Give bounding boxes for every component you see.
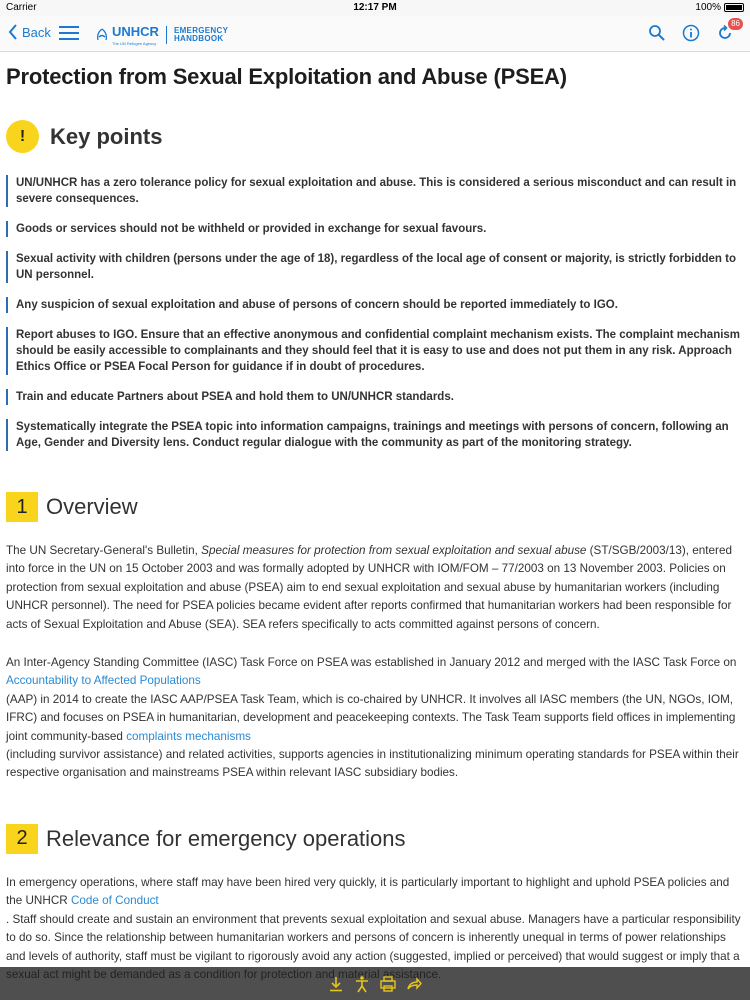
section-number: 1	[6, 492, 38, 522]
section-relevance-header	[6, 824, 744, 854]
print-icon[interactable]	[379, 975, 397, 993]
logo-divider	[166, 26, 167, 44]
text-span: . Staff should create and sustain an environment that prevents sexual exploitation and sexual abuse. Managers have a particular responsibility to do so. Since the relationship between humanitarian workers and persons of concern is inherently unequal in terms of power relationships and levels of authority, staff must be vigilant to rigorously avoid any action (suggested, implied or perceived) that would suggest or imply that a	[6, 912, 741, 963]
battery-status	[695, 2, 744, 13]
section-title: Relevance for emergency operations	[46, 825, 406, 851]
bottom-toolbar	[0, 967, 750, 1000]
text-span: An Inter-Agency Standing Committee (IASC) Task Force on PSEA was established in January 2012 and merged with the IASC Task Force on	[6, 656, 737, 670]
code-of-conduct-link[interactable]: Code of Conduct	[70, 894, 159, 908]
battery-icon	[724, 3, 744, 12]
key-point-item: Any suspicion of sexual exploitation and abuse of persons of concern should be reported immediately to IGO.	[6, 297, 744, 313]
hamburger-menu-icon[interactable]	[59, 25, 79, 41]
key-point-item: Goods or services should not be withheld or provided in exchange for sexual favours.	[6, 221, 744, 237]
download-icon[interactable]	[327, 975, 345, 993]
key-point-item: Train and educate Partners about PSEA and hold them to UN/UNHCR standards.	[6, 389, 744, 405]
logo-handbook: HANDBOOK	[173, 33, 224, 43]
text-span: The UN Secretary-General's Bulletin,	[6, 544, 202, 557]
carrier-label: Carrier	[6, 2, 37, 13]
bulletin-title: Special measures for protection from sexual exploitation and sexual abuse	[201, 544, 587, 557]
nav-actions	[648, 19, 740, 42]
updates-button[interactable]	[716, 19, 740, 42]
logo-text	[112, 23, 159, 46]
search-icon[interactable]	[648, 24, 666, 42]
key-point-item: Sexual activity with children (persons under the age of 18), regardless of the local age of consent or majority, is strictly forbidden to UN personnel.	[6, 251, 744, 283]
key-points-list	[6, 175, 744, 451]
key-point-item: UN/UNHCR has a zero tolerance policy for sexual exploitation and abuse. This is considered a serious misconduct and can result in severe consequences.	[6, 175, 744, 207]
handbook-text	[174, 27, 228, 43]
logo-main-text: UNHCR	[112, 24, 159, 39]
complaints-mechanisms-link[interactable]: complaints mechanisms	[126, 729, 251, 743]
unhcr-logo[interactable]	[96, 23, 228, 46]
exclamation-icon: !	[6, 120, 39, 153]
back-label: Back	[22, 24, 51, 40]
clock: 12:17 PM	[353, 2, 397, 13]
navigation-bar	[0, 16, 750, 52]
text-span: (including survivor assistance) and related activities, supports agencies in institutionalizing minimum operating standards for PSEA within their respective organisation and mainstreams PSEA within relevant IASC subsidiary bodies.	[6, 748, 739, 780]
section-title: Overview	[46, 494, 138, 519]
battery-percent: 100%	[695, 2, 721, 13]
text-span: In emergency operations, where staff may have been hired very quickly, it is particularly important to highlight and uphold PSEA policies and the UNHCR	[6, 875, 730, 908]
aap-link[interactable]: Accountability to Affected Populations	[6, 674, 201, 688]
info-icon[interactable]	[682, 24, 700, 42]
unhcr-emblem-icon	[96, 28, 108, 42]
section-number: 2	[6, 824, 38, 854]
key-points-header	[6, 120, 744, 153]
key-point-item: Report abuses to IGO. Ensure that an effective anonymous and confidential complaint mechanism exists. The complaint mechanism should be easily accessible to complainants and they should feel that it is easy to use and does not put them in any risk. Approach Ethics Office or PSEA Focal Person for guidance if in doubt of procedures.	[6, 327, 744, 375]
text-span: (AAP) in 2014 to create the IASC AAP/PSEA Task Team, which is co-chaired by UNHCR. It involves all IASC members (the UN, NGOs, IOM, IFRC) and focuses on PSEA in humanitarian, development and peacekeeping contexts. The Task Team supports field offices in implementing joint community-based	[6, 692, 736, 743]
key-point-item: Systematically integrate the PSEA topic into information campaigns, trainings and meetings with persons of concern, following an Age, Gender and Diversity lens. Conduct regular dialogue with the community as part of the monitoring strategy.	[6, 419, 744, 451]
article-content[interactable]	[0, 52, 750, 1000]
share-icon[interactable]	[405, 975, 423, 993]
chevron-left-icon	[8, 24, 18, 40]
section-overview-header	[6, 492, 744, 522]
status-bar	[0, 0, 750, 16]
notification-badge: 86	[728, 18, 743, 30]
overview-paragraph-2	[6, 654, 744, 783]
logo-emergency: EMERGENCY	[173, 25, 229, 35]
back-button[interactable]	[8, 24, 51, 40]
key-points-title: Key points	[50, 123, 163, 149]
page-title: Protection from Sexual Exploitation and Abuse (PSEA)	[6, 64, 567, 89]
accessibility-icon[interactable]	[353, 975, 371, 993]
logo-sub-text: The UN Refugee Agency	[112, 41, 157, 46]
text-span: (ST/SGB/2003/13), entered into force in the UN on 15 October 2003 and was formally adopted by UNHCR with IOM/FOM – 77/2003 on 13 November 2003. Policies on protection from sexual exploitation and abuse (PSEA) aim to end sexual exploitation and sexual abuse by humanitarian workers (including UNHCR personnel). The need for PSEA policies became evident after reports confirmed that humanitarian workers had been responsible for acts of Sexual Exploitation and Abuse (SEA). SEA refers specifically to acts committed against persons of concern.	[6, 544, 732, 631]
overview-paragraph-1	[6, 542, 744, 634]
